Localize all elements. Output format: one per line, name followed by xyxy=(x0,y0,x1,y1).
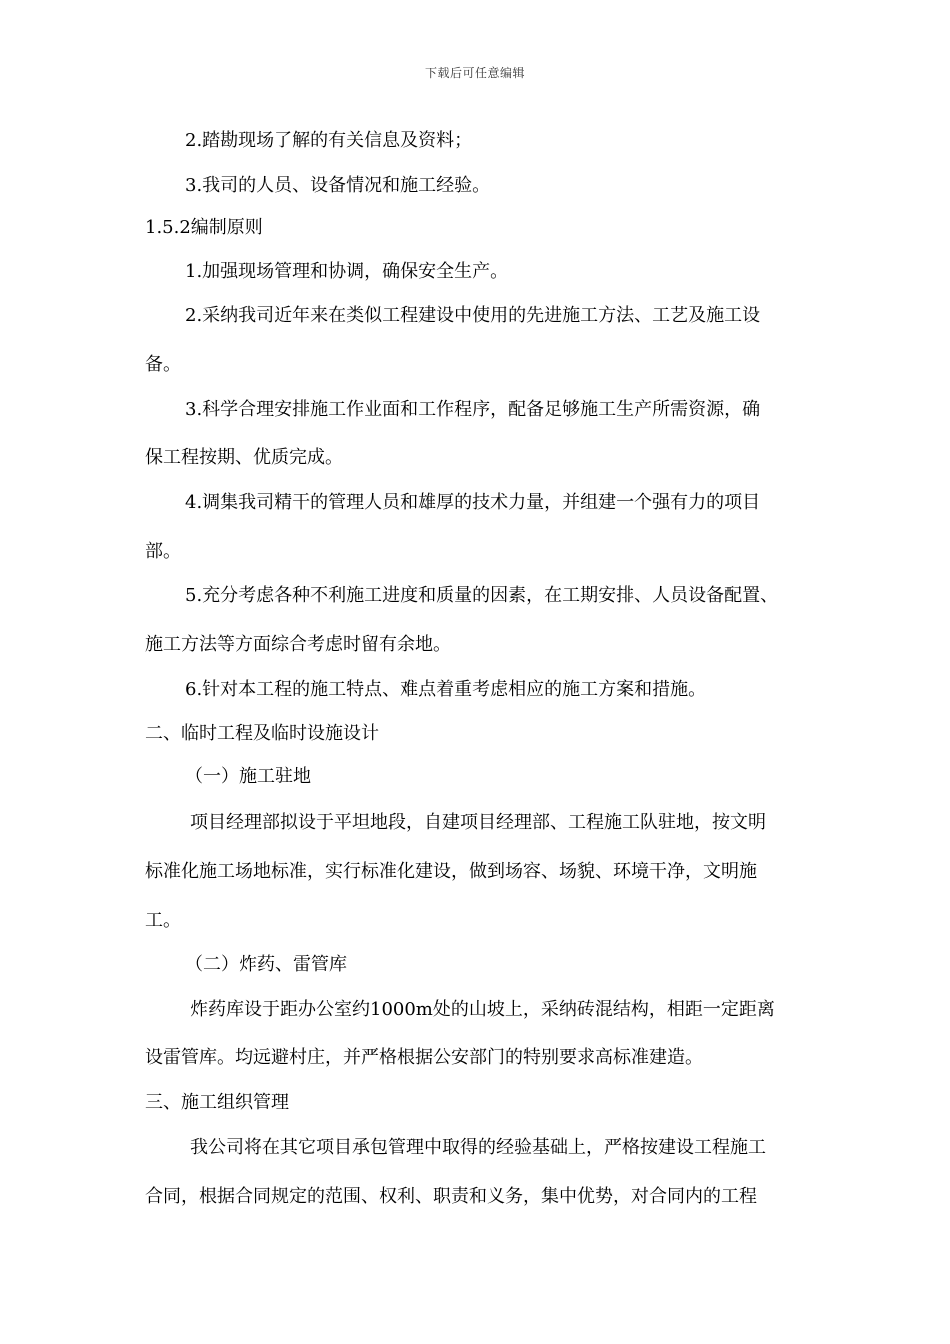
paragraph-line: 1.加强现场管理和协调，确保安全生产。 xyxy=(185,261,509,282)
paragraph-line: 4.调集我司精干的管理人员和雄厚的技术力量，并组建一个强有力的项目 xyxy=(185,492,761,513)
paragraph-line: 施工方法等方面综合考虑时留有余地。 xyxy=(145,634,451,655)
section-heading: 1.5.2编制原则 xyxy=(145,217,263,238)
paragraph-line: 我公司将在其它项目承包管理中取得的经验基础上，严格按建设工程施工 xyxy=(190,1137,766,1158)
paragraph-line: 备。 xyxy=(145,354,181,375)
header-note: 下载后可任意编辑 xyxy=(424,66,525,80)
paragraph-line: 合同，根据合同规定的范围、权利、职责和义务，集中优势，对合同内的工程 xyxy=(145,1186,757,1207)
section-heading: 三、施工组织管理 xyxy=(145,1092,289,1113)
paragraph-line: 工。 xyxy=(145,910,181,931)
paragraph-line: 5.充分考虑各种不利施工进度和质量的因素，在工期安排、人员设备配置、 xyxy=(185,585,779,606)
paragraph-line: 标准化施工场地标准，实行标准化建设，做到场容、场貌、环境干净，文明施 xyxy=(145,861,757,882)
paragraph-line: 部。 xyxy=(145,541,181,562)
subsection-heading: （二）炸药、雷管库 xyxy=(185,954,347,975)
paragraph-line: 2.采纳我司近年来在类似工程建设中使用的先进施工方法、工艺及施工设 xyxy=(185,305,761,326)
paragraph-line: 保工程按期、优质完成。 xyxy=(145,447,343,468)
paragraph-line: 3.我司的人员、设备情况和施工经验。 xyxy=(185,175,491,196)
paragraph-line: 2.踏勘现场了解的有关信息及资料； xyxy=(185,130,473,151)
subsection-heading: （一）施工驻地 xyxy=(185,766,311,787)
section-heading: 二、临时工程及临时设施设计 xyxy=(145,723,379,744)
paragraph-line: 设雷管库。均远避村庄，并严格根据公安部门的特别要求高标准建造。 xyxy=(145,1047,703,1068)
paragraph-line: 6.针对本工程的施工特点、难点着重考虑相应的施工方案和措施。 xyxy=(185,679,707,700)
paragraph-line: 炸药库设于距办公室约1000m处的山坡上，采纳砖混结构，相距一定距离 xyxy=(190,999,775,1020)
paragraph-line: 项目经理部拟设于平坦地段，自建项目经理部、工程施工队驻地，按文明 xyxy=(190,812,766,833)
paragraph-line: 3.科学合理安排施工作业面和工作程序，配备足够施工生产所需资源，确 xyxy=(185,399,761,420)
